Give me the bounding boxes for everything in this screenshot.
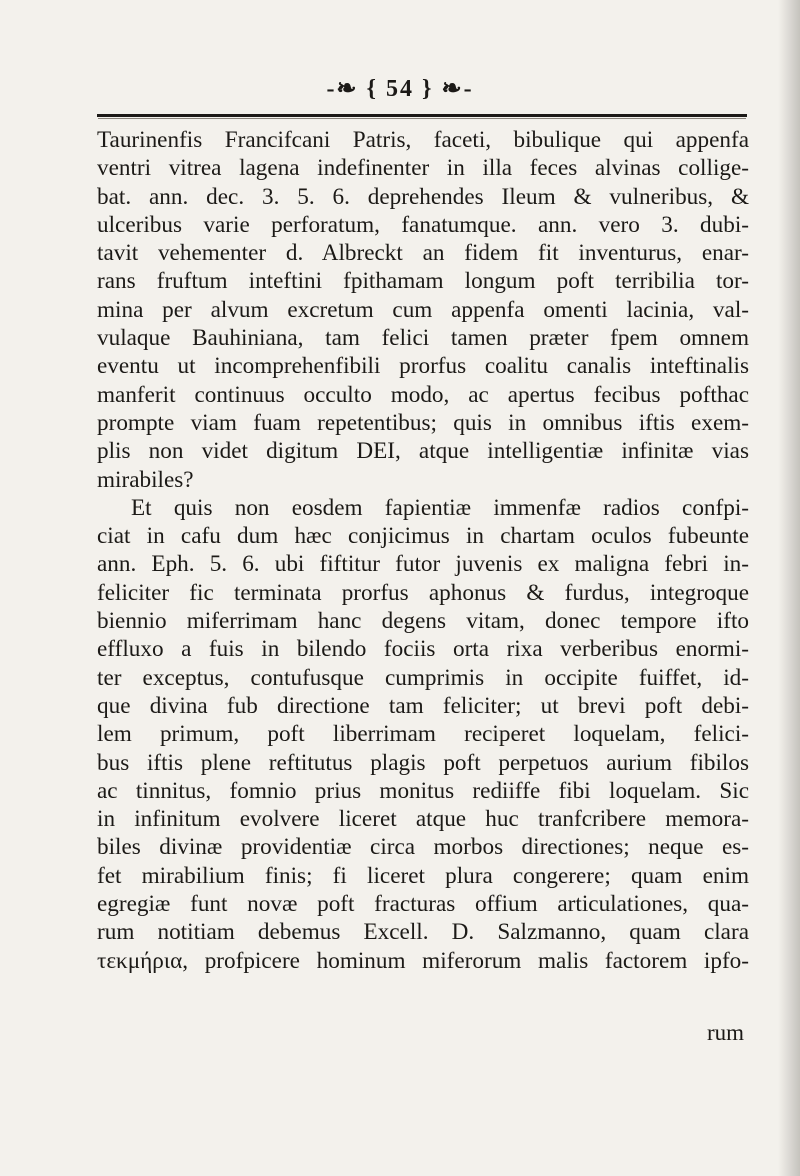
text-line: mirabiles? bbox=[97, 466, 194, 493]
text-line: bus iftis plene reftitutus plagis poft perpetuos aurium fibilos bbox=[97, 749, 749, 776]
text-line: ventri vitrea lagena indefinenter in illa feces alvinas collige- bbox=[97, 155, 749, 182]
text-line: effluxo a fuis in bilendo fociis orta rixa verberibus enormi- bbox=[97, 636, 749, 663]
text-line: biennio miferrimam hanc degens vitam, donec tempore ifto bbox=[97, 608, 749, 635]
text-line: rans fruftum inteftini fpithamam longum poft terribilia tor- bbox=[97, 268, 749, 295]
text-line: τεκμήρια, profpicere hominum miferorum malis factorem ipfo- bbox=[97, 947, 749, 974]
text-line: ulceribus varie perforatum, fanatumque. ann. vero 3. dubi- bbox=[97, 211, 749, 238]
text-line: eventu ut incomprehenfibili prorfus coalitu canalis inteftinalis bbox=[97, 353, 749, 380]
text-line: tavit vehementer d. Albreckt an fidem fit inventurus, enar- bbox=[97, 240, 749, 267]
text-line: feliciter fic terminata prorfus aphonus & furdus, integroque bbox=[97, 579, 749, 606]
text-line: lem primum, poft liberrimam reciperet loquelam, felici- bbox=[97, 721, 749, 748]
text-line: biles divinæ providentiæ circa morbos directiones; neque es- bbox=[97, 834, 749, 861]
body-text bbox=[97, 126, 749, 975]
text-line: ter exceptus, contufusque cumprimis in occipite fuiffet, id- bbox=[97, 664, 749, 691]
text-line: vulaque Bauhiniana, tam felici tamen præter fpem omnem bbox=[97, 325, 749, 352]
text-line: rum notitiam debemus Excell. D. Salzmanno, quam clara bbox=[97, 919, 749, 946]
text-line: que divina fub directione tam feliciter; ut brevi poft debi- bbox=[97, 692, 749, 719]
text-line: ann. Eph. 5. 6. ubi fiftitur futor juvenis ex maligna febri in- bbox=[97, 551, 749, 578]
text-line: Taurinenfis Francifcani Patris, faceti, bibulique qui appenfa bbox=[97, 127, 749, 153]
page-edge-shadow bbox=[778, 0, 800, 1176]
text-line: Et quis non eosdem fapientiæ immenfæ radios confpi- bbox=[131, 494, 749, 521]
text-line: in infinitum evolvere liceret atque huc tranfcribere memora- bbox=[97, 806, 749, 833]
header-rule bbox=[97, 114, 747, 117]
text-line: ac tinnitus, fomnio prius monitus rediiffe fibi loquelam. Sic bbox=[97, 777, 749, 804]
text-line: manferit continuus occulto modo, ac apertus fecibus pofthac bbox=[97, 381, 749, 408]
text-line: ciat in cafu dum hæc conjicimus in chartam oculos fubeunte bbox=[97, 523, 749, 550]
text-line: mina per alvum excretum cum appenfa omenti lacinia, val- bbox=[97, 296, 749, 323]
text-line: prompte viam fuam repetentibus; quis in omnibus iftis exem- bbox=[97, 409, 749, 436]
text-line: plis non videt digitum DEI, atque intelligentiæ infinitæ vias bbox=[97, 438, 749, 465]
page-number-header: -❧ { 54 } ❧- bbox=[326, 76, 474, 102]
catchword: rum bbox=[706, 1020, 744, 1045]
text-line: bat. ann. dec. 3. 5. 6. deprehendes Ileum & vulneribus, & bbox=[97, 183, 749, 210]
text-line: fet mirabilium finis; fi liceret plura congerere; quam enim bbox=[97, 862, 749, 889]
text-line: egregiæ funt novæ poft fracturas offium articulationes, qua- bbox=[97, 891, 749, 918]
